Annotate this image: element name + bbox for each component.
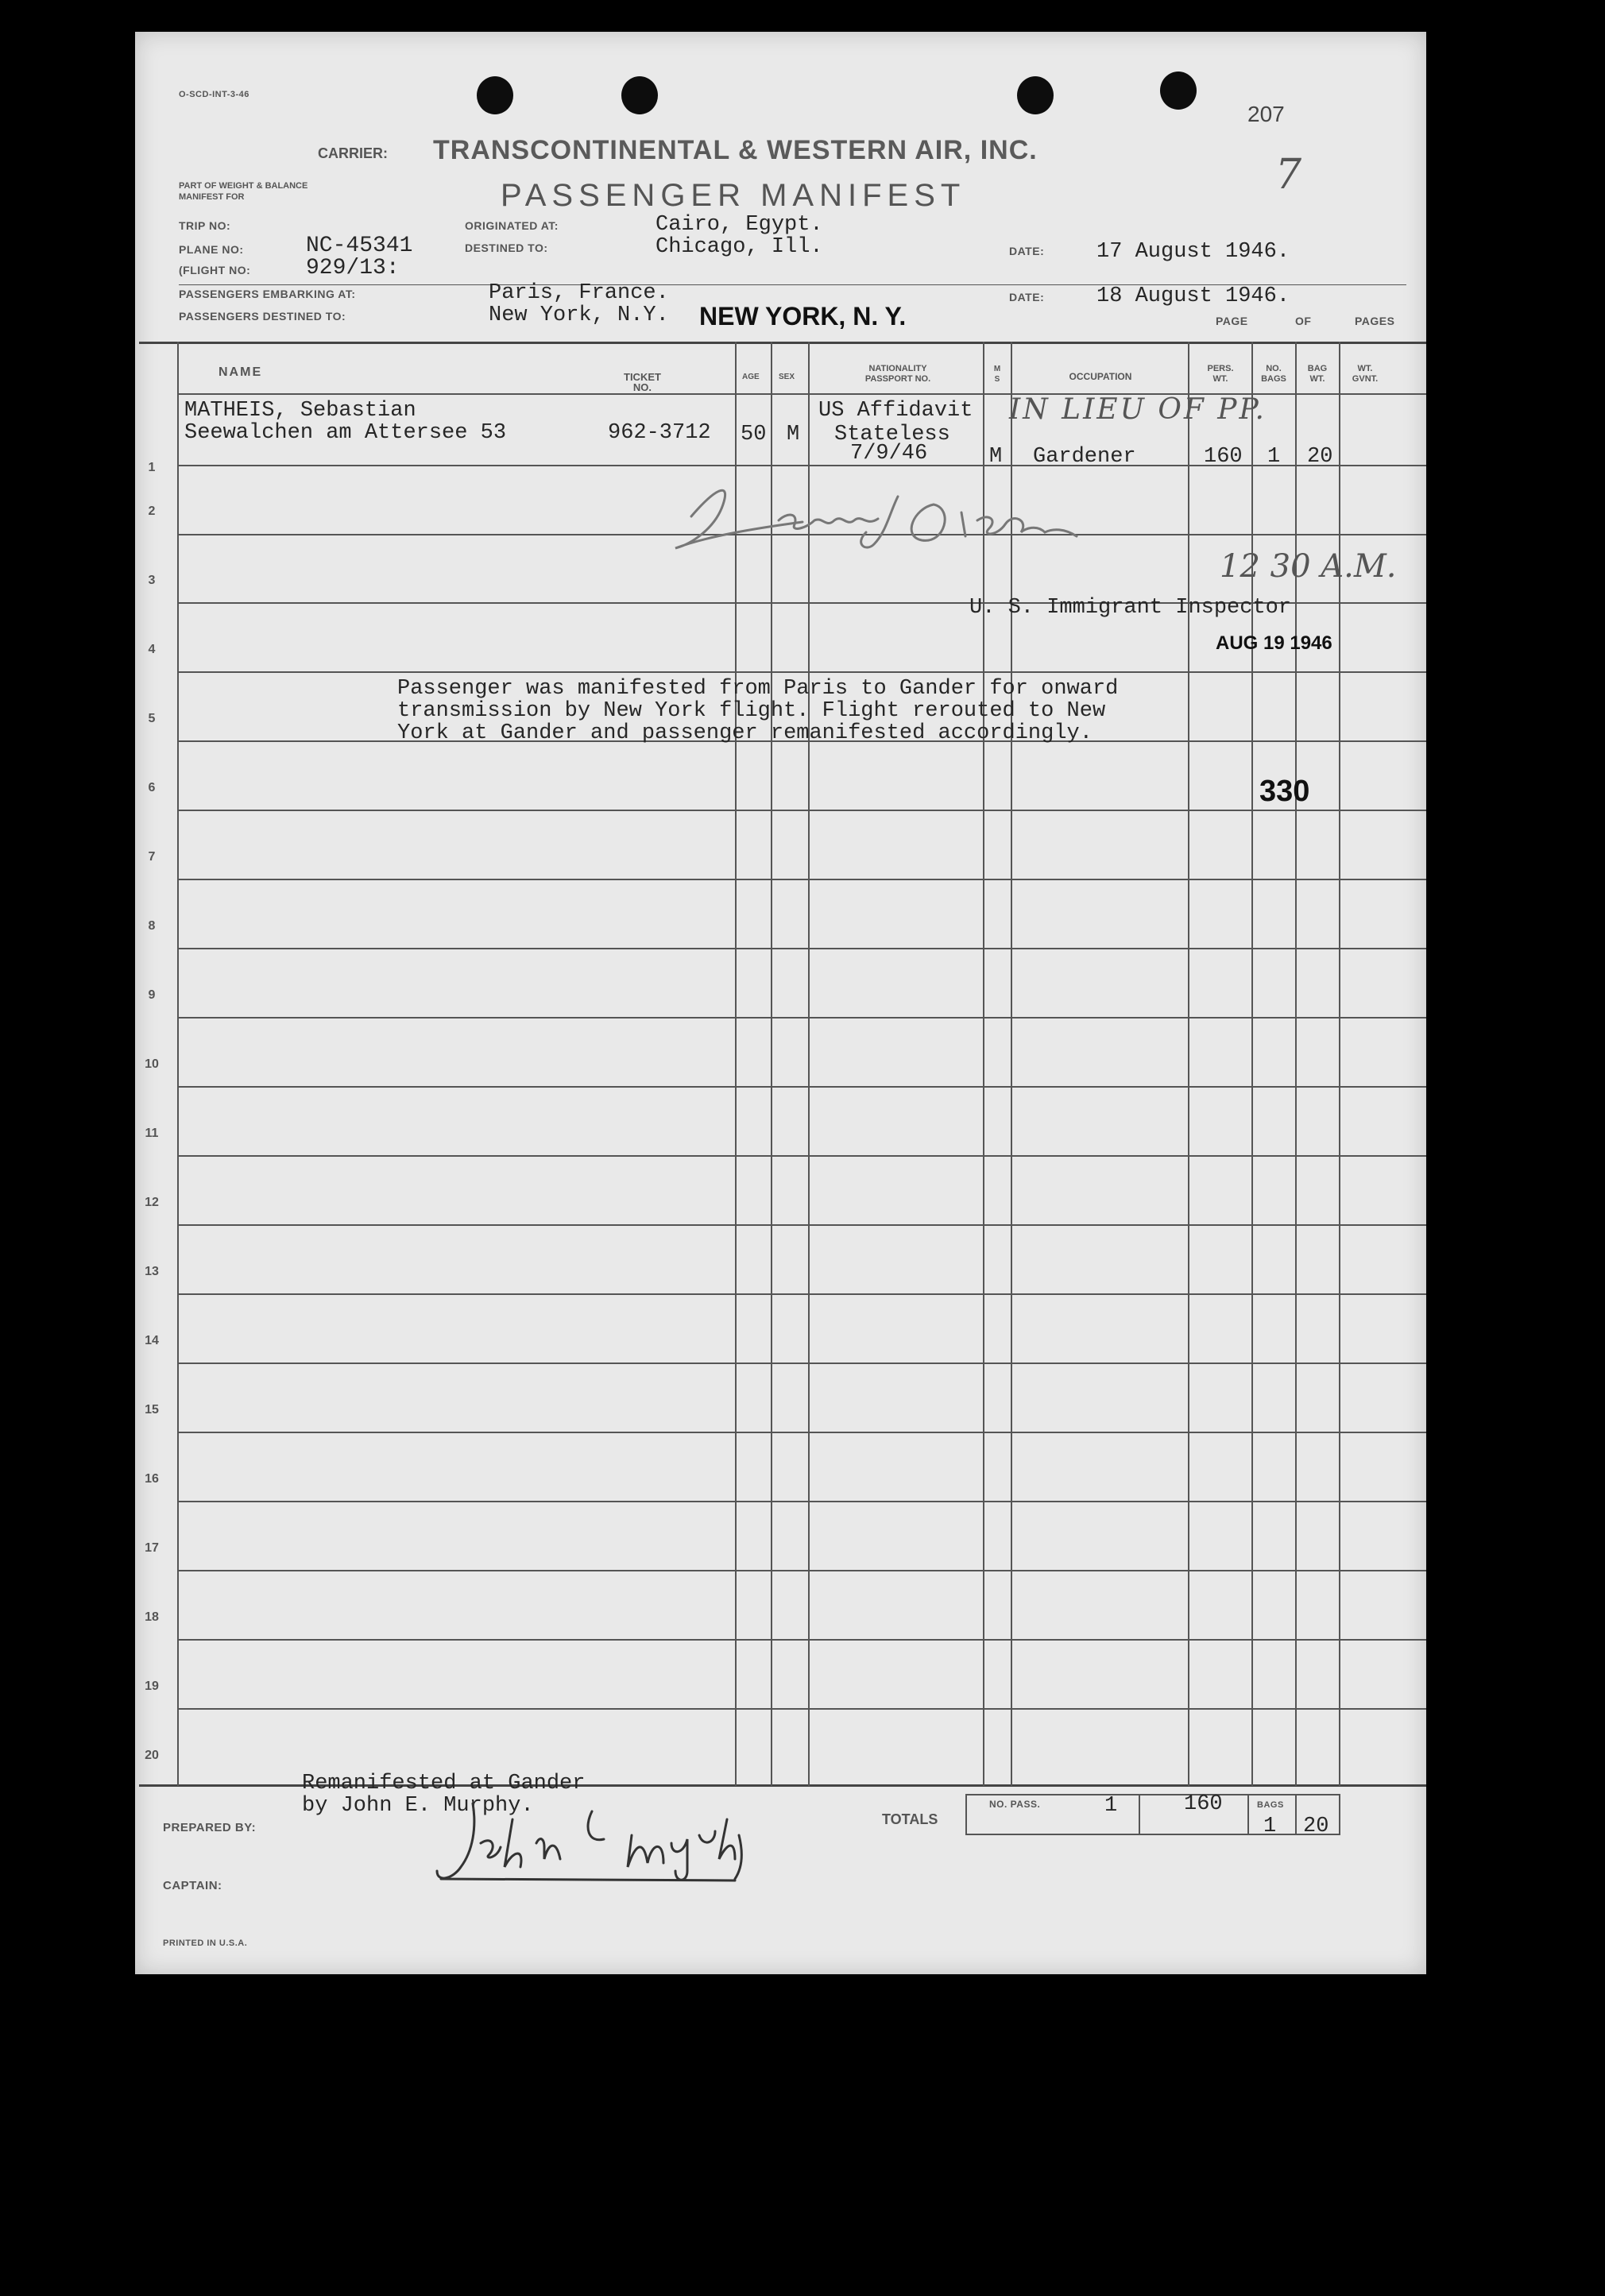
- passenger-occupation: Gardener: [1033, 445, 1136, 469]
- destined-value: Chicago, Ill.: [656, 235, 823, 259]
- passenger-name: MATHEIS, Sebastian: [184, 399, 416, 423]
- row-number: 19: [145, 1679, 159, 1693]
- remark-line: Passenger was manifested from Paris to Gander for onward: [397, 677, 1119, 701]
- date2-value: 18 August 1946.: [1096, 284, 1290, 308]
- punch-hole: [477, 76, 513, 114]
- row-number: 18: [145, 1610, 159, 1624]
- passenger-sex: M: [787, 423, 800, 446]
- form-code: O-SCD-INT-3-46: [179, 90, 249, 99]
- destined-to-label: PASSENGERS DESTINED TO:: [179, 310, 346, 323]
- row-rule: [177, 1224, 1426, 1226]
- row-number: 10: [145, 1057, 159, 1071]
- embarking-value: Paris, France.: [489, 281, 669, 305]
- inspection-time: 12 30 A.M.: [1220, 548, 1397, 585]
- row-number: 12: [145, 1196, 159, 1209]
- col-header-ms-2: S: [994, 375, 1000, 384]
- col-header-pers-wt: [1192, 364, 1249, 385]
- destined-to-value: New York, N.Y.: [489, 303, 669, 327]
- prepared-by-label: PREPARED BY:: [163, 1821, 257, 1834]
- punch-hole: [621, 76, 658, 114]
- punch-hole: [1017, 76, 1054, 114]
- row-number: 16: [145, 1472, 159, 1486]
- row-number: 17: [145, 1541, 159, 1555]
- row-rule: [177, 1639, 1426, 1641]
- passenger-no-bags: 1: [1267, 445, 1281, 469]
- preparer-signature: [425, 1788, 759, 1891]
- passenger-address: Seewalchen am Attersee 53: [184, 421, 507, 445]
- inspector-title: U. S. Immigrant Inspector: [969, 596, 1292, 620]
- carrier-label: CARRIER:: [318, 145, 388, 161]
- row-number: 13: [145, 1265, 159, 1278]
- row-rule: [177, 879, 1426, 880]
- of-label: OF: [1295, 315, 1312, 327]
- row-number: 9: [148, 988, 156, 1002]
- col-header-nationality: [818, 364, 977, 385]
- col-header-wt-govt: [1341, 364, 1389, 385]
- punch-hole: [1160, 72, 1197, 110]
- row-rule: [177, 810, 1426, 811]
- remanifested-by: by John E. Murphy.: [302, 1794, 534, 1818]
- row-rule: [177, 1570, 1426, 1571]
- row-rule: [177, 1363, 1426, 1364]
- col-header-no-bags-1: NO.: [1266, 364, 1282, 373]
- flight-no-label: (FLIGHT NO:: [179, 264, 251, 276]
- destined-label: DESTINED TO:: [465, 242, 548, 254]
- captain-label: CAPTAIN:: [163, 1879, 222, 1892]
- totals-divider: [1339, 1794, 1340, 1835]
- col-header-ms: [987, 364, 1007, 385]
- page-label: PAGE: [1216, 315, 1248, 327]
- total-bags: 1: [1263, 1815, 1277, 1838]
- manifest-sheet: [135, 32, 1426, 1974]
- plane-no-label: PLANE NO:: [179, 243, 244, 256]
- originated-value: Cairo, Egypt.: [656, 213, 823, 237]
- remark-line: transmission by New York flight. Flight rerouted to New: [397, 699, 1106, 723]
- row-number: 20: [145, 1749, 159, 1762]
- col-header-no-bags-2: BAGS: [1261, 374, 1286, 384]
- row-number: 11: [145, 1127, 159, 1140]
- table-top-rule: [139, 342, 1426, 344]
- page-number: 207: [1247, 102, 1285, 126]
- col-header-pers-wt-2: WT.: [1212, 374, 1228, 384]
- row-rule: [177, 1501, 1426, 1502]
- carrier-name: TRANSCONTINENTAL & WESTERN AIR, INC.: [433, 135, 1038, 165]
- row-rule: [177, 1155, 1426, 1157]
- remanifested-note: Remanifested at Gander: [302, 1772, 586, 1795]
- col-header-no-bags: [1254, 364, 1294, 385]
- col-header-wt-govt-1: WT.: [1357, 364, 1373, 373]
- col-header-name: NAME: [219, 365, 263, 379]
- passenger-ms: M: [989, 445, 1003, 469]
- row-number: 3: [148, 574, 156, 587]
- plane-no: NC-45341: [306, 234, 413, 258]
- row-number: 2: [148, 504, 156, 518]
- passenger-nationality: US Affidavit: [818, 399, 973, 423]
- row-number: 15: [145, 1403, 159, 1417]
- row-rule: [177, 1708, 1426, 1710]
- printed-note: PRINTED IN U.S.A.: [163, 1938, 248, 1948]
- row-rule: [177, 1086, 1426, 1088]
- totals-divider: [1139, 1794, 1140, 1835]
- row-rule: [177, 1017, 1426, 1019]
- trip-no-label: TRIP NO:: [179, 219, 231, 232]
- totals-top-rule: [965, 1794, 1339, 1795]
- row-number: 1: [148, 461, 156, 474]
- col-header-bag-wt: [1298, 364, 1337, 385]
- row-number: 8: [148, 919, 156, 933]
- row-rule: [177, 948, 1426, 949]
- row-number: 14: [145, 1334, 159, 1347]
- pages-label: PAGES: [1355, 315, 1395, 327]
- form-title: PASSENGER MANIFEST: [501, 178, 966, 213]
- passenger-nationality-2: Stateless: [834, 423, 950, 446]
- total-passengers: 1: [1104, 1794, 1118, 1818]
- row-number: 7: [148, 850, 156, 864]
- passenger-age: 50: [741, 423, 767, 446]
- totals-divider: [1295, 1794, 1297, 1835]
- col-header-pers-wt-1: PERS.: [1207, 364, 1234, 373]
- originated-label: ORIGINATED AT:: [465, 219, 559, 232]
- row-rule: [177, 1293, 1426, 1295]
- row-rule: [177, 671, 1426, 673]
- col-header-age: AGE: [742, 373, 760, 381]
- embarking-label: PASSENGERS EMBARKING AT:: [179, 288, 356, 300]
- row-rule: [177, 1432, 1426, 1433]
- totals-divider: [965, 1794, 967, 1835]
- totals-divider: [1247, 1794, 1249, 1835]
- totals-label: TOTALS: [882, 1811, 938, 1827]
- col-header-ticket: TICKET NO.: [624, 371, 661, 393]
- inspection-date-stamp: AUG 19 1946: [1216, 632, 1332, 654]
- bags-label: BAGS: [1257, 1800, 1284, 1810]
- col-header-nationality-2: PASSPORT NO.: [864, 374, 931, 384]
- row-number: 6: [148, 781, 156, 794]
- flight-no: 929/13:: [306, 256, 400, 280]
- col-header-ms-1: M: [993, 365, 1001, 373]
- row-number: 5: [148, 712, 156, 725]
- page-mark: 7: [1275, 151, 1302, 199]
- col-header-bag-wt-2: WT.: [1309, 374, 1325, 384]
- col-header-wt-govt-2: GVNT.: [1352, 374, 1379, 384]
- col-header-nationality-1: NATIONALITY: [868, 364, 927, 373]
- col-header-sex: SEX: [779, 373, 795, 381]
- passenger-bag-wt: 20: [1307, 445, 1333, 469]
- date2-label: DATE:: [1009, 291, 1045, 303]
- col-header-bag-wt-1: BAG: [1307, 364, 1328, 373]
- total-weight: 160: [1184, 1792, 1223, 1816]
- inspector-signature: [659, 473, 1104, 560]
- col-header-occupation: OCCUPATION: [1069, 371, 1132, 382]
- passenger-passport-date: 7/9/46: [850, 442, 928, 466]
- part-label-2: MANIFEST FOR: [179, 192, 245, 202]
- destination-stamp: NEW YORK, N. Y.: [699, 302, 907, 330]
- no-pass-label: NO. PASS.: [989, 1799, 1041, 1810]
- date-value: 17 August 1946.: [1096, 240, 1290, 264]
- part-label: PART OF WEIGHT & BALANCE: [179, 181, 308, 191]
- passenger-ticket: 962-3712: [608, 421, 711, 445]
- date-label: DATE:: [1009, 245, 1045, 257]
- totals-bottom-rule: [965, 1834, 1339, 1835]
- in-lieu-note: IN LIEU OF PP.: [1009, 393, 1267, 426]
- remark-line: York at Gander and passenger remanifested accordingly.: [397, 721, 1093, 745]
- row-number: 4: [148, 643, 156, 656]
- passenger-pers-wt: 160: [1204, 445, 1243, 469]
- number-stamp: 330: [1259, 775, 1310, 808]
- total-bag-weight: 20: [1303, 1815, 1329, 1838]
